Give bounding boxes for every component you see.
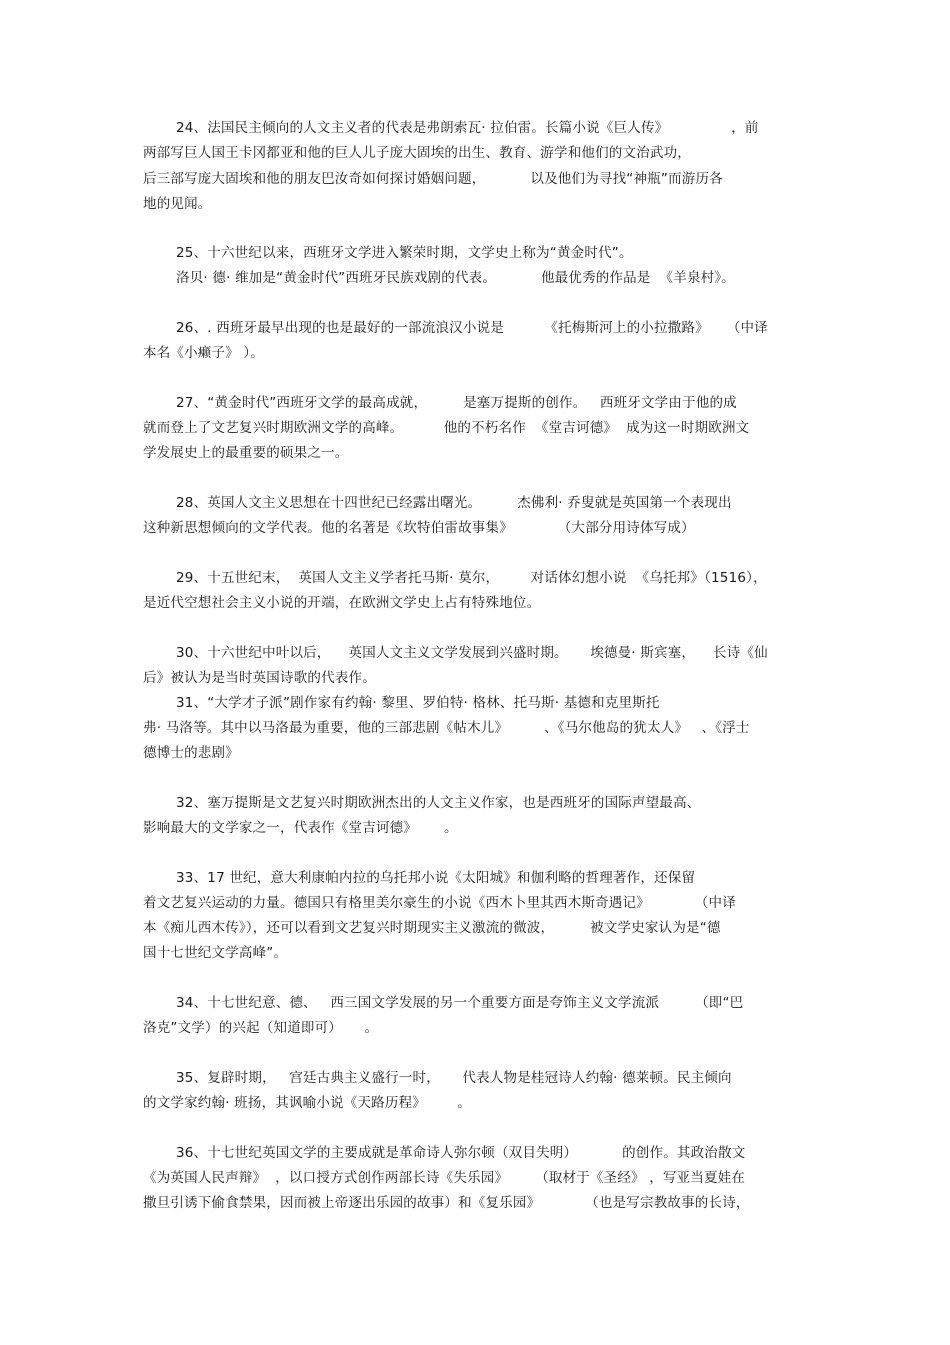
paragraph-26-line-2: 本名《小癞子》 ）。	[143, 345, 265, 361]
paragraph-33-line-3: 本《痴儿西木传》），还可以看到文艺复兴时期现实主义激流的微波， 被文学史家认为是“德	[143, 920, 721, 936]
paragraph-24-line-2: 两部写巨人国王卡冈都亚和他的巨人儿子庞大固埃的出生、教育、游学和他们的文治武功，	[143, 145, 691, 161]
paragraph-36-line-3: 撒旦引诱下偷食禁果，因而被上帝逐出乐园的故事）和《复乐园》 （也是写宗教故事的长诗，	[143, 1195, 750, 1211]
paragraph-29-line-2: 是近代空想社会主义小说的开端，在欧洲文学史上占有特殊地位。	[143, 595, 541, 611]
paragraph-30-line-1: 30、十六世纪中叶以后， 英国人文主义文学发展到兴盛时期。 埃德曼· 斯宾塞， 长诗《仙	[176, 645, 768, 661]
paragraph-36-line-2: 《为英国人民声辩》 ，以口授方式创作两部长诗《失乐园》 （取材于《圣经》 ，写亚当夏娃在	[143, 1170, 746, 1186]
paragraph-25-line-2: 洛贝· 德· 维加是“黄金时代”西班牙民族戏剧的代表。 他最优秀的作品是 《羊泉村》。	[176, 270, 735, 286]
paragraph-35-line-1: 35、复辟时期， 宫廷古典主义盛行一时， 代表人物是桂冠诗人约翰· 德莱顿。民主倾向	[176, 1070, 732, 1086]
paragraph-27-line-1: 27、“黄金时代”西班牙文学的最高成就， 是塞万提斯的创作。 西班牙文学由于他的成	[176, 395, 737, 411]
paragraph-34-line-2: 洛克”文学）的兴起（知道即可） 。	[143, 1020, 379, 1036]
paragraph-33-line-1: 33、17 世纪，意大利康帕内拉的乌托邦小说《太阳城》和伽利略的哲理著作，还保留	[176, 870, 696, 886]
paragraph-27-line-3: 学发展史上的最重要的硕果之一。	[143, 445, 349, 461]
paragraph-33-line-2: 着文艺复兴运动的力量。德国只有格里美尔豪生的小说《西木卜里其西木斯奇遇记》 （中译	[143, 895, 736, 911]
paragraph-26-line-1: 26、. 西班牙最早出现的也是最好的一部流浪汉小说是 《托梅斯河上的小拉撒路》 （中译	[176, 320, 768, 336]
paragraph-35-line-2: 的文学家约翰· 班扬，其讽喻小说《天路历程》 。	[143, 1095, 472, 1111]
paragraph-30-line-2: 后》被认为是当时英国诗歌的代表作。	[143, 670, 376, 686]
paragraph-31-line-1: 31、“大学才子派”剧作家有约翰· 黎里、罗伯特· 格林、托马斯· 基德和克里斯托	[176, 695, 660, 711]
paragraph-32-line-1: 32、塞万提斯是文艺复兴时期欧洲杰出的人文主义作家，也是西班牙的国际声望最高、	[176, 795, 701, 811]
paragraph-29-line-1: 29、十五世纪末， 英国人文主义学者托马斯· 莫尔， 对话体幻想小说 《乌托邦》（1516），	[176, 570, 767, 586]
paragraph-31-line-3: 德博士的悲剧》	[143, 745, 239, 761]
paragraph-24-line-3: 后三部写庞大固埃和他的朋友巴汝奇如何探讨婚姻问题， 以及他们为寻找“神瓶”而游历各	[143, 171, 723, 187]
paragraph-28-line-2: 这种新思想倾向的文学代表。他的名著是《坎特伯雷故事集》 （大部分用诗体写成）	[143, 520, 695, 536]
paragraph-34-line-1: 34、十七世纪意、德、 西三国文学发展的另一个重要方面是夸饰主义文学流派 （即“巴	[176, 995, 744, 1011]
paragraph-24-line-1: 24、法国民主倾向的人文主义者的代表是弗朗索瓦· 拉伯雷。长篇小说《巨人传》 ，前	[176, 120, 759, 136]
paragraph-28-line-1: 28、英国人文主义思想在十四世纪已经露出曙光。 杰佛利· 乔叟就是英国第一个表现出	[176, 495, 732, 511]
paragraph-24-line-4: 地的见闻。	[143, 196, 212, 212]
paragraph-33-line-4: 国十七世纪文学高峰”。	[143, 945, 288, 961]
paragraph-27-line-2: 就而登上了文艺复兴时期欧洲文学的高峰。 他的不朽名作 《堂吉诃德》 成为这一时期欧洲文	[143, 420, 750, 436]
paragraph-31-line-2: 弗· 马洛等。其中以马洛最为重要，他的三部悲剧《帖木儿》 、《马尔他岛的犹太人》 、《浮士	[143, 720, 750, 736]
paragraph-36-line-1: 36、十七世纪英国文学的主要成就是革命诗人弥尔顿（双目失明） 的创作。其政治散文	[176, 1145, 746, 1161]
paragraph-32-line-2: 影响最大的文学家之一，代表作《堂吉诃德》 。	[143, 820, 458, 836]
paragraph-25-line-1: 25、十六世纪以来，西班牙文学进入繁荣时期，文学史上称为“黄金时代”。	[176, 245, 633, 261]
